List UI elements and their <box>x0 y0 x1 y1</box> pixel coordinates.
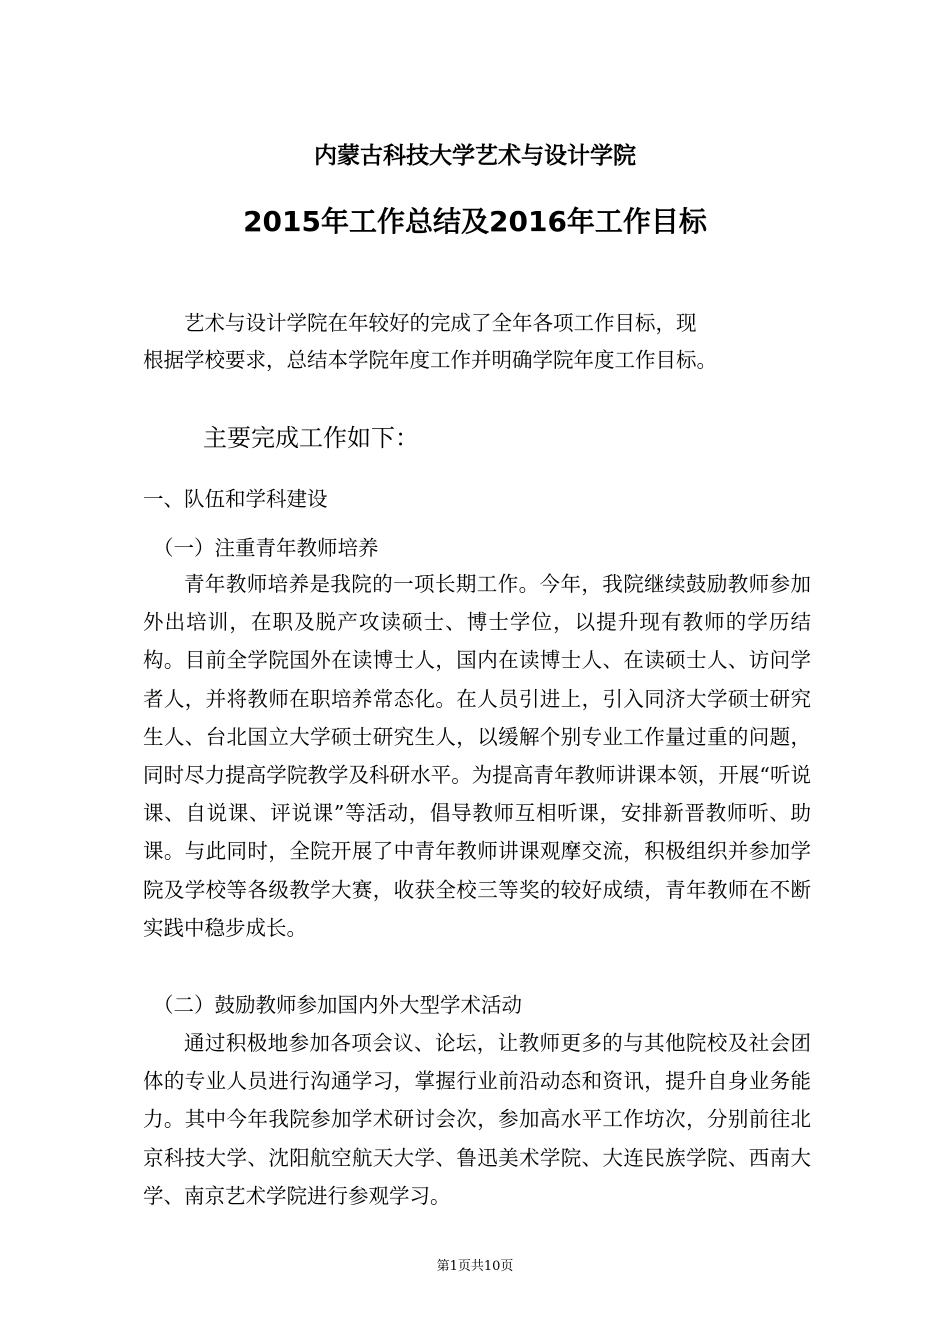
intro-line-1: 艺术与设计学院在年较好的完成了全年各项工作目标，现 <box>184 311 697 335</box>
document-title: 内蒙古科技大学艺术与设计学院 <box>314 143 636 169</box>
intro-line-2: 根据学校要求，总结本学院年度工作并明确学院年度工作目标。 <box>143 348 717 372</box>
section-heading: 一、队伍和学科建设 <box>143 487 328 511</box>
main-heading: 主要完成工作如下： <box>203 424 419 452</box>
subsection-heading-1: （一）注重青年教师培养 <box>153 536 379 560</box>
page-footer: 第1页共10页 <box>436 1259 514 1274</box>
paragraph-academic-activities: 通过积极地参加各项会议、论坛，让教师更多的与其他院校及社会团体的专业人员进行沟通学习，掌握行业前沿动态和资讯，提升自身业务能力。其中今年我院参加学术研讨会次，参加高水平工作坊次，分别前往北京科技大学、沈阳航空航天大学、鲁迅美术学院、大连民族学院、西南大学、南京艺术学院进行参观学习。 <box>143 1031 811 1208</box>
paragraph-teacher-training: 青年教师培养是我院的一项长期工作。今年，我院继续鼓励教师参加外出培训，在职及脱产攻读硕士、博士学位，以提升现有教师的学历结构。目前全学院国外在读博士人，国内在读博士人、在读硕士人、访问学者人，并将教师在职培养常态化。在人员引进上，引入同济大学硕士研究生人、台北国立大学硕士研究生人，以缓解个别专业工作量过重的问题，同时尽力提高学院教学及科研水平。为提高青年教师讲课本领，开展“听说课、自说课、评说课”等活动，倡导教师互相听课，安排新晋教师听、助课。与此同时，全院开展了中青年教师讲课观摩交流，积极组织并参加学院及学校等各级教学大赛，收获全校三等奖的较好成绩，青年教师在不断实践中稳步成长。 <box>143 572 811 940</box>
subsection-heading-2: （二）鼓励教师参加国内外大型学术活动 <box>153 993 522 1017</box>
document-subtitle: 2015年工作总结及2016年工作目标 <box>243 205 707 238</box>
